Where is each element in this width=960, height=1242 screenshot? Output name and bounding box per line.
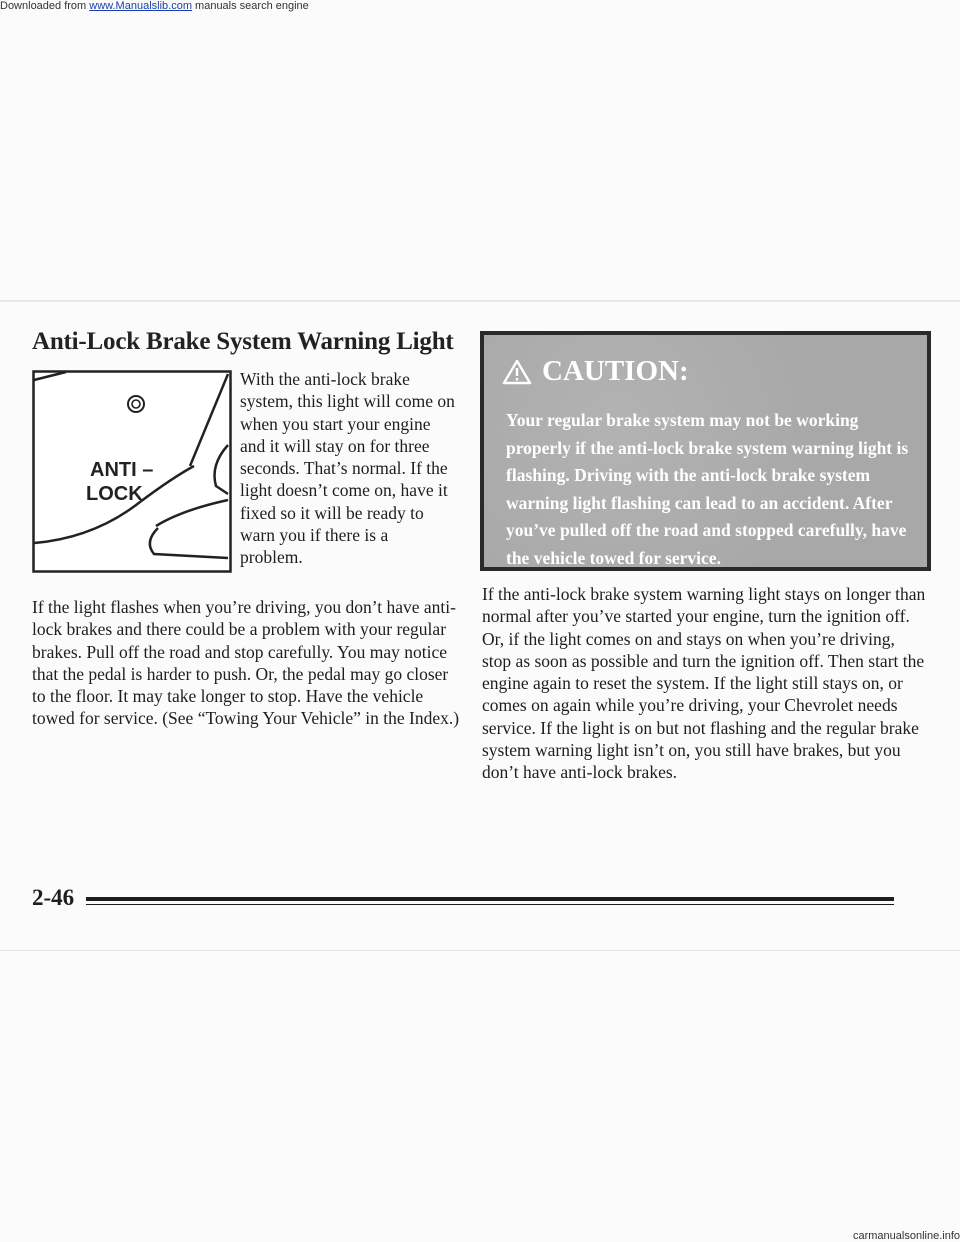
- page-top-edge: [0, 300, 960, 302]
- section-heading: Anti-Lock Brake System Warning Light: [32, 328, 454, 355]
- watermark-footer: carmanualsonline.info: [852, 1230, 960, 1242]
- right-body-paragraph: If the anti-lock brake system warning light stays on longer than normal after you’ve started your engine, turn the ignition off. Or, if the light comes on and stays on when you’re driving, stop as soon as possible and turn the ignition off. Then start the engine again to reset the system. If the light still stays on, or comes on again while you’re driving, your Chevrolet needs service. If the light is on but not flashing and the regular brake system warning light isn’t on, you still have brakes, but you don’t have anti-lock brakes.: [482, 584, 926, 783]
- abs-warning-light-figure: [32, 370, 232, 573]
- download-prefix: Downloaded from: [0, 0, 87, 12]
- manualslib-link[interactable]: www.Manualslib.com: [89, 0, 192, 12]
- intro-paragraph: With the anti-lock brake system, this light will come on when you start your engine and it will stay on for three seconds. That’s normal. If the light doesn’t come on, have it fixed so it will be ready to warn you if there is a problem.: [240, 369, 455, 568]
- figure-label-anti: ANTI –: [90, 459, 154, 481]
- caution-title: CAUTION:: [542, 355, 689, 387]
- abs-warning-light-icon: [32, 370, 232, 573]
- warning-triangle-icon: [502, 359, 532, 385]
- left-body-paragraph: If the light flashes when you’re driving, you don’t have anti-lock brakes and there could be a problem with your regular brakes. Pull off the road and stop carefully. You may notice that the pedal is harder to push. Or, the pedal may go closer to the floor. It may take longer to stop. Have the vehicle towed for service. (See “Towing Your Vehicle” in the Index.): [32, 597, 460, 729]
- footer-rule: [86, 897, 894, 901]
- download-banner: [0, 0, 309, 12]
- page-bottom-edge: [0, 950, 960, 951]
- footer-rule-thin: [86, 904, 894, 905]
- caution-text: Your regular brake system may not be working properly if the anti-lock brake system warning light is flashing. Driving with the anti-lock brake system warning light flashing can lead to an accident. After you’ve pulled off the road and stopped carefully, have the vehicle towed for service.: [506, 410, 909, 568]
- figure-label-lock: LOCK: [86, 483, 143, 505]
- caution-heading: [502, 355, 689, 388]
- caution-box: [480, 331, 931, 571]
- page-number: 2-46: [32, 885, 75, 910]
- download-suffix: manuals search engine: [191, 0, 309, 12]
